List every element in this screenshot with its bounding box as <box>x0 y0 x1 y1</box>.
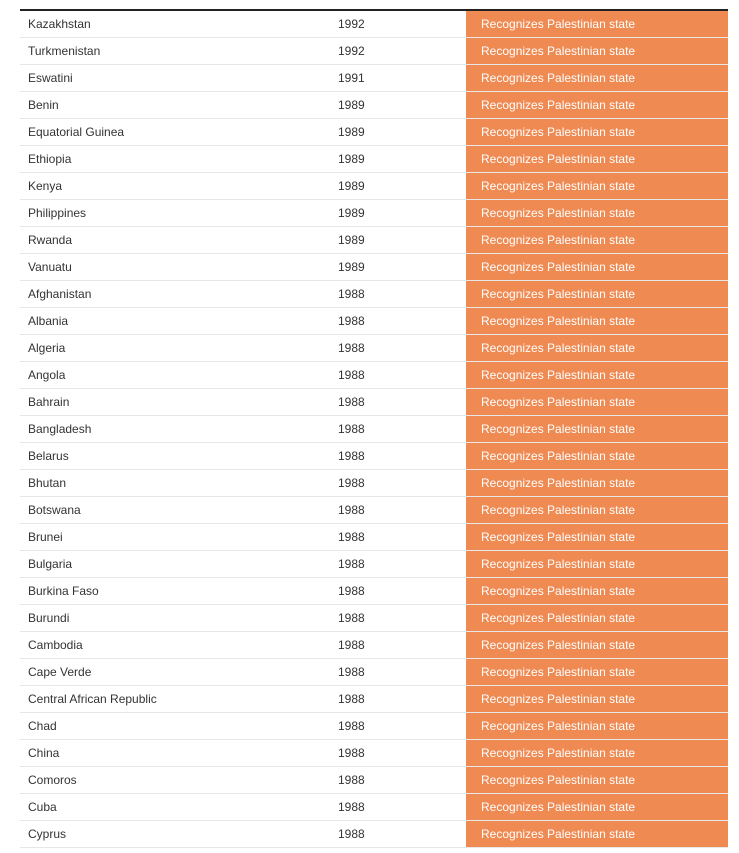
status-cell: Recognizes Palestinian state <box>466 470 728 496</box>
table-row <box>20 497 728 524</box>
year-cell: 1988 <box>338 638 365 652</box>
table-row <box>20 65 728 92</box>
status-cell: Recognizes Palestinian state <box>466 200 728 226</box>
country-cell: Ethiopia <box>28 152 72 166</box>
year-cell: 1988 <box>338 476 365 490</box>
table-row <box>20 227 728 254</box>
country-cell: Cyprus <box>28 827 67 841</box>
country-cell: Burkina Faso <box>28 584 99 598</box>
status-cell: Recognizes Palestinian state <box>466 146 728 172</box>
status-cell: Recognizes Palestinian state <box>466 578 728 604</box>
table-row <box>20 173 728 200</box>
status-cell: Recognizes Palestinian state <box>466 65 728 91</box>
status-cell: Recognizes Palestinian state <box>466 227 728 253</box>
status-cell: Recognizes Palestinian state <box>466 821 728 847</box>
year-cell: 1988 <box>338 341 365 355</box>
status-cell: Recognizes Palestinian state <box>466 335 728 361</box>
table-row <box>20 659 728 686</box>
status-cell: Recognizes Palestinian state <box>466 524 728 550</box>
year-cell: 1989 <box>338 206 365 220</box>
year-cell: 1989 <box>338 125 365 139</box>
country-cell: Bhutan <box>28 476 67 490</box>
country-cell: Kazakhstan <box>28 17 91 31</box>
country-cell: Botswana <box>28 503 81 517</box>
country-cell: Brunei <box>28 530 63 544</box>
status-cell: Recognizes Palestinian state <box>466 443 728 469</box>
status-cell: Recognizes Palestinian state <box>466 92 728 118</box>
table-row <box>20 119 728 146</box>
year-cell: 1989 <box>338 233 365 247</box>
year-cell: 1988 <box>338 692 365 706</box>
table-row <box>20 200 728 227</box>
table-row <box>20 362 728 389</box>
year-cell: 1988 <box>338 719 365 733</box>
status-cell: Recognizes Palestinian state <box>466 416 728 442</box>
year-cell: 1992 <box>338 17 365 31</box>
country-cell: Eswatini <box>28 71 73 85</box>
year-cell: 1988 <box>338 746 365 760</box>
table-row <box>20 821 728 848</box>
table-row <box>20 38 728 65</box>
year-cell: 1988 <box>338 314 365 328</box>
table-row <box>20 605 728 632</box>
country-cell: Comoros <box>28 773 77 787</box>
country-cell: Cuba <box>28 800 57 814</box>
year-cell: 1988 <box>338 584 365 598</box>
recognition-table <box>20 9 728 848</box>
year-cell: 1988 <box>338 287 365 301</box>
country-cell: Bahrain <box>28 395 70 409</box>
year-cell: 1988 <box>338 800 365 814</box>
status-cell: Recognizes Palestinian state <box>466 740 728 766</box>
table-row <box>20 443 728 470</box>
year-cell: 1989 <box>338 152 365 166</box>
country-cell: Benin <box>28 98 59 112</box>
table-row <box>20 470 728 497</box>
year-cell: 1988 <box>338 827 365 841</box>
year-cell: 1988 <box>338 422 365 436</box>
year-cell: 1988 <box>338 611 365 625</box>
status-cell: Recognizes Palestinian state <box>466 551 728 577</box>
country-cell: Chad <box>28 719 57 733</box>
year-cell: 1988 <box>338 773 365 787</box>
year-cell: 1988 <box>338 665 365 679</box>
status-cell: Recognizes Palestinian state <box>466 254 728 280</box>
country-cell: Kenya <box>28 179 63 193</box>
table-row <box>20 713 728 740</box>
table-row <box>20 551 728 578</box>
status-cell: Recognizes Palestinian state <box>466 659 728 685</box>
country-cell: Equatorial Guinea <box>28 125 125 139</box>
table-row <box>20 281 728 308</box>
country-cell: Angola <box>28 368 66 382</box>
status-cell: Recognizes Palestinian state <box>466 686 728 712</box>
table-row <box>20 632 728 659</box>
year-cell: 1989 <box>338 179 365 193</box>
country-cell: Cambodia <box>28 638 83 652</box>
table-row <box>20 578 728 605</box>
table-row <box>20 335 728 362</box>
table-row <box>20 740 728 767</box>
country-cell: Belarus <box>28 449 69 463</box>
status-cell: Recognizes Palestinian state <box>466 794 728 820</box>
status-cell: Recognizes Palestinian state <box>466 713 728 739</box>
year-cell: 1992 <box>338 44 365 58</box>
table-row <box>20 308 728 335</box>
table-row <box>20 767 728 794</box>
status-cell: Recognizes Palestinian state <box>466 281 728 307</box>
year-cell: 1988 <box>338 368 365 382</box>
table-row <box>20 254 728 281</box>
status-cell: Recognizes Palestinian state <box>466 497 728 523</box>
country-cell: Albania <box>28 314 69 328</box>
table-row <box>20 92 728 119</box>
status-cell: Recognizes Palestinian state <box>466 605 728 631</box>
country-cell: Rwanda <box>28 233 73 247</box>
status-cell: Recognizes Palestinian state <box>466 767 728 793</box>
status-cell: Recognizes Palestinian state <box>466 308 728 334</box>
year-cell: 1988 <box>338 530 365 544</box>
country-cell: Central African Republic <box>28 692 157 706</box>
table-row <box>20 11 728 38</box>
year-cell: 1989 <box>338 98 365 112</box>
country-cell: Bangladesh <box>28 422 92 436</box>
table-row <box>20 524 728 551</box>
status-cell: Recognizes Palestinian state <box>466 11 728 37</box>
table-row <box>20 146 728 173</box>
country-cell: Algeria <box>28 341 66 355</box>
status-cell: Recognizes Palestinian state <box>466 119 728 145</box>
year-cell: 1988 <box>338 395 365 409</box>
year-cell: 1989 <box>338 260 365 274</box>
year-cell: 1988 <box>338 557 365 571</box>
status-cell: Recognizes Palestinian state <box>466 389 728 415</box>
status-cell: Recognizes Palestinian state <box>466 173 728 199</box>
table-row <box>20 389 728 416</box>
country-cell: Philippines <box>28 206 87 220</box>
year-cell: 1988 <box>338 503 365 517</box>
country-cell: Burundi <box>28 611 70 625</box>
status-cell: Recognizes Palestinian state <box>466 38 728 64</box>
year-cell: 1991 <box>338 71 365 85</box>
country-cell: Cape Verde <box>28 665 92 679</box>
status-cell: Recognizes Palestinian state <box>466 632 728 658</box>
table-row <box>20 794 728 821</box>
status-cell: Recognizes Palestinian state <box>466 362 728 388</box>
country-cell: Vanuatu <box>28 260 72 274</box>
year-cell: 1988 <box>338 449 365 463</box>
table-row <box>20 416 728 443</box>
country-cell: Afghanistan <box>28 287 92 301</box>
country-cell: Turkmenistan <box>28 44 101 58</box>
table-row <box>20 686 728 713</box>
country-cell: China <box>28 746 60 760</box>
country-cell: Bulgaria <box>28 557 73 571</box>
